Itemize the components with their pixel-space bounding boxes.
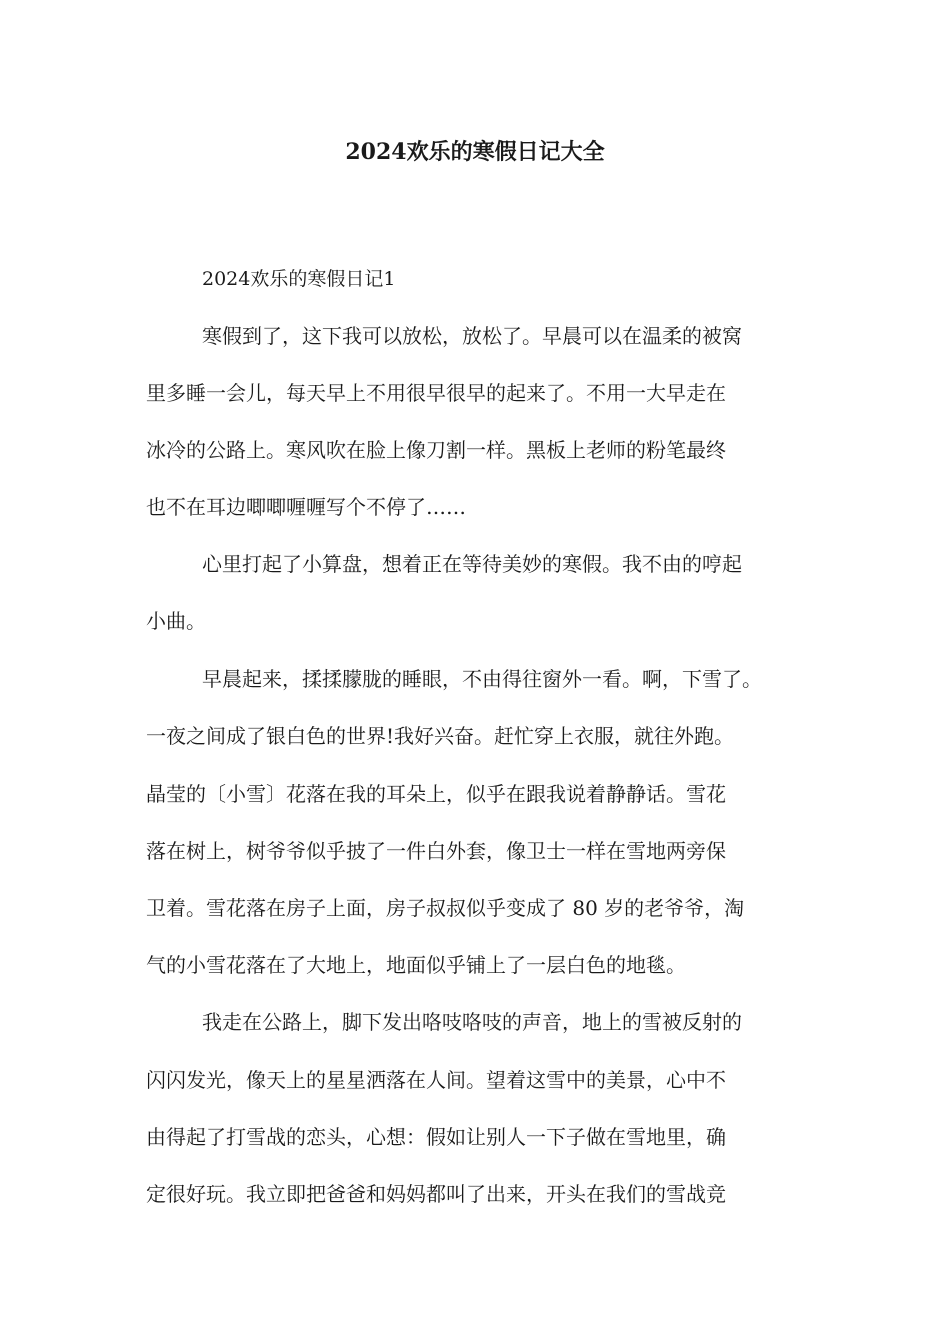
body-line: 晶莹的〔小雪〕花落在我的耳朵上，似乎在跟我说着静静话。雪花 — [146, 782, 726, 806]
body-line: 一夜之间成了银白色的世界!我好兴奋。赶忙穿上衣服，就往外跑。 — [146, 724, 735, 748]
body-line: 闪闪发光，像天上的星星洒落在人间。望着这雪中的美景，心中不 — [146, 1068, 726, 1092]
body-line: 里多睡一会儿，每天早上不用很早很早的起来了。不用一大早走在 — [146, 381, 726, 405]
body-line: 早晨起来，揉揉朦胧的睡眼，不由得往窗外一看。啊，下雪了。 — [202, 667, 762, 691]
body-line: 我走在公路上，脚下发出咯吱咯吱的声音，地上的雪被反射的 — [202, 1010, 742, 1034]
body-line: 由得起了打雪战的恋头，心想：假如让别人一下子做在雪地里，确 — [146, 1125, 726, 1149]
document-title: 2024欢乐的寒假日记大全 — [345, 139, 605, 165]
body-line: 卫着。雪花落在房子上面，房子叔叔似乎变成了 80 岁的老爷爷，淘 — [146, 896, 745, 920]
body-line: 定很好玩。我立即把爸爸和妈妈都叫了出来，开头在我们的雪战竞 — [146, 1182, 726, 1206]
body-line: 气的小雪花落在了大地上，地面似乎铺上了一层白色的地毯。 — [146, 953, 686, 977]
body-line: 心里打起了小算盘，想着正在等待美妙的寒假。我不由的哼起 — [202, 552, 742, 576]
body-line: 冰冷的公路上。寒风吹在脸上像刀割一样。黑板上老师的粉笔最终 — [146, 438, 726, 462]
body-line: 也不在耳边唧唧喱喱写个不停了…… — [146, 495, 466, 519]
body-line: 小曲。 — [146, 609, 206, 633]
body-line: 寒假到了，这下我可以放松，放松了。早晨可以在温柔的被窝 — [202, 324, 742, 348]
body-line: 落在树上，树爷爷似乎披了一件白外套，像卫士一样在雪地两旁保 — [146, 839, 726, 863]
diary-subtitle: 2024欢乐的寒假日记1 — [202, 268, 396, 290]
